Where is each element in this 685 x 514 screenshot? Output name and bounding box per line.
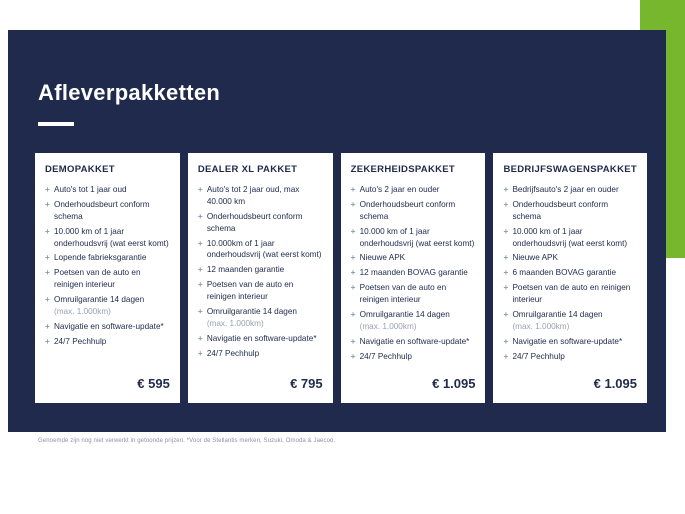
package-price: € 795 — [290, 376, 323, 391]
plus-icon: + — [503, 310, 509, 320]
feature-item — [198, 348, 323, 360]
feature-text: Auto's tot 1 jaar oud — [54, 185, 127, 194]
feature-text: 10.000 km of 1 jaar onderhoudsvrij (wat eerst komt) — [512, 226, 628, 248]
plus-icon: + — [350, 253, 356, 263]
feature-note: (max. 1.000km) — [359, 321, 417, 331]
plus-icon: + — [197, 238, 203, 248]
feature-text: Auto's 2 jaar en ouder — [359, 185, 440, 194]
feature-item — [351, 226, 476, 250]
feature-text: Lopende fabrieksgarantie — [54, 253, 147, 263]
feature-item — [351, 351, 476, 363]
feature-item — [503, 199, 637, 223]
plus-icon: + — [45, 253, 50, 263]
plus-icon: + — [350, 283, 356, 293]
plus-icon: + — [197, 280, 203, 290]
plus-icon: + — [45, 295, 50, 305]
plus-icon: + — [45, 336, 50, 346]
package-card-2 — [188, 153, 333, 403]
feature-text: Navigatie en software-update* — [359, 336, 470, 346]
feature-text: Onderhoudsbeurt conform schema — [512, 199, 609, 221]
plus-icon: + — [197, 211, 203, 221]
feature-text: 10.000km of 1 jaar onderhoudsvrij (wat eerst komt) — [206, 238, 322, 260]
feature-item — [45, 184, 170, 196]
feature-item — [45, 252, 170, 264]
feature-item — [351, 336, 476, 348]
title-underline — [38, 122, 74, 126]
feature-text: 12 maanden BOVAG garantie — [359, 268, 468, 278]
feature-item — [351, 184, 476, 196]
package-title: BEDRIJFSWAGENSPAKKET — [503, 164, 637, 175]
feature-item — [503, 336, 637, 348]
plus-icon: + — [503, 283, 509, 293]
feature-text: 24/7 Pechhulp — [206, 348, 260, 358]
plus-icon: + — [197, 265, 203, 275]
feature-item — [198, 264, 323, 276]
feature-text: 6 maanden BOVAG garantie — [512, 268, 617, 278]
plus-icon: + — [197, 185, 203, 194]
feature-text: Omruilgarantie 14 dagen (max. 1.000km) — [207, 306, 323, 330]
plus-icon: + — [45, 321, 50, 331]
plus-icon: + — [45, 226, 50, 236]
plus-icon: + — [350, 199, 356, 209]
package-title: ZEKERHEIDSPAKKET — [350, 164, 456, 175]
feature-item — [45, 226, 170, 250]
plus-icon: + — [350, 185, 356, 194]
feature-list — [351, 184, 476, 366]
feature-item — [503, 226, 637, 250]
plus-icon: + — [503, 185, 509, 194]
package-price: € 1.095 — [593, 376, 637, 391]
feature-list — [198, 184, 323, 363]
plus-icon: + — [350, 336, 356, 346]
feature-item — [351, 199, 476, 223]
plus-icon: + — [350, 268, 356, 278]
feature-item — [45, 336, 170, 348]
feature-item — [503, 282, 637, 306]
plus-icon: + — [503, 253, 509, 263]
feature-text: Auto's tot 2 jaar oud, max 40.000 km — [206, 185, 300, 206]
footnote: Genoemde zijn nog niet verwerkt in getoonde prijzen. *Voor de Stellantis merken, Suzuki, Omoda & Jaecoo. — [38, 438, 336, 444]
feature-text: Poetsen van de auto en reinigen interieur — [359, 283, 447, 305]
feature-item — [198, 211, 323, 235]
feature-text: Omruilgarantie 14 dagen (max. 1.000km) — [360, 309, 476, 333]
feature-item — [503, 184, 637, 196]
feature-text: Navigatie en software-update* — [54, 321, 164, 331]
page-title: Afleverpakketten — [38, 80, 221, 105]
feature-text: 10.000 km of 1 jaar onderhoudsvrij (wat eerst komt) — [54, 226, 169, 248]
feature-text: Poetsen van de auto en reinigen interieur — [512, 283, 631, 305]
feature-item — [503, 309, 637, 333]
feature-item — [503, 351, 637, 363]
feature-text: 12 maanden garantie — [206, 265, 285, 275]
feature-text: Nieuwe APK — [512, 253, 558, 263]
plus-icon: + — [197, 333, 203, 343]
feature-item — [198, 238, 323, 262]
feature-item — [198, 184, 323, 208]
feature-item — [198, 306, 323, 330]
feature-text: Omruilgarantie 14 dagen (max. 1.000km) — [512, 309, 637, 333]
feature-note: (max. 1.000km) — [206, 318, 264, 328]
feature-text: Navigatie en software-update* — [512, 336, 623, 346]
package-card-3 — [341, 153, 486, 403]
feature-item — [45, 267, 170, 291]
plus-icon: + — [350, 226, 356, 236]
feature-item — [45, 199, 170, 223]
feature-text: Onderhoudsbeurt conform schema — [206, 211, 303, 233]
plus-icon: + — [503, 268, 509, 278]
plus-icon: + — [45, 199, 50, 209]
feature-item — [503, 267, 637, 279]
feature-text: Bedrijfsauto's 2 jaar en ouder — [512, 185, 619, 194]
package-title: DEALER XL PAKKET — [197, 164, 298, 175]
plus-icon: + — [350, 351, 356, 361]
feature-text: Poetsen van de auto en reinigen interieur — [54, 268, 141, 290]
feature-item — [45, 294, 170, 318]
feature-list — [45, 184, 170, 351]
package-card-4 — [493, 153, 647, 403]
plus-icon: + — [503, 199, 509, 209]
package-price: € 1.095 — [432, 376, 476, 391]
feature-text: 24/7 Pechhulp — [512, 351, 565, 361]
feature-item — [351, 309, 476, 333]
feature-item — [198, 279, 323, 303]
navy-panel — [8, 30, 666, 432]
plus-icon: + — [45, 185, 50, 194]
package-card-1 — [35, 153, 180, 403]
plus-icon: + — [197, 307, 203, 317]
feature-text: Navigatie en software-update* — [206, 333, 317, 343]
feature-text: 10.000 km of 1 jaar onderhoudsvrij (wat eerst komt) — [359, 226, 475, 248]
feature-item — [351, 282, 476, 306]
packages-row — [35, 153, 647, 403]
feature-item — [503, 252, 637, 264]
feature-text: Nieuwe APK — [359, 253, 406, 263]
feature-list — [503, 184, 637, 366]
package-price: € 595 — [137, 376, 170, 391]
feature-item — [351, 252, 476, 264]
feature-item — [45, 321, 170, 333]
feature-note: (max. 1.000km) — [54, 307, 111, 317]
feature-text: 24/7 Pechhulp — [54, 336, 107, 346]
feature-text: Onderhoudsbeurt conform schema — [54, 199, 150, 221]
feature-note: (max. 1.000km) — [512, 321, 570, 331]
plus-icon: + — [503, 226, 509, 236]
feature-text: Onderhoudsbeurt conform schema — [359, 199, 456, 221]
plus-icon: + — [503, 351, 509, 361]
feature-text: Omruilgarantie 14 dagen (max. 1.000km) — [54, 294, 170, 318]
plus-icon: + — [197, 348, 203, 358]
package-title: DEMOPAKKET — [45, 164, 115, 175]
plus-icon: + — [503, 336, 509, 346]
feature-text: Poetsen van de auto en reinigen interieur — [206, 280, 294, 302]
feature-text: 24/7 Pechhulp — [359, 351, 412, 361]
plus-icon: + — [45, 268, 50, 278]
feature-item — [198, 333, 323, 345]
plus-icon: + — [350, 310, 356, 320]
feature-item — [351, 267, 476, 279]
